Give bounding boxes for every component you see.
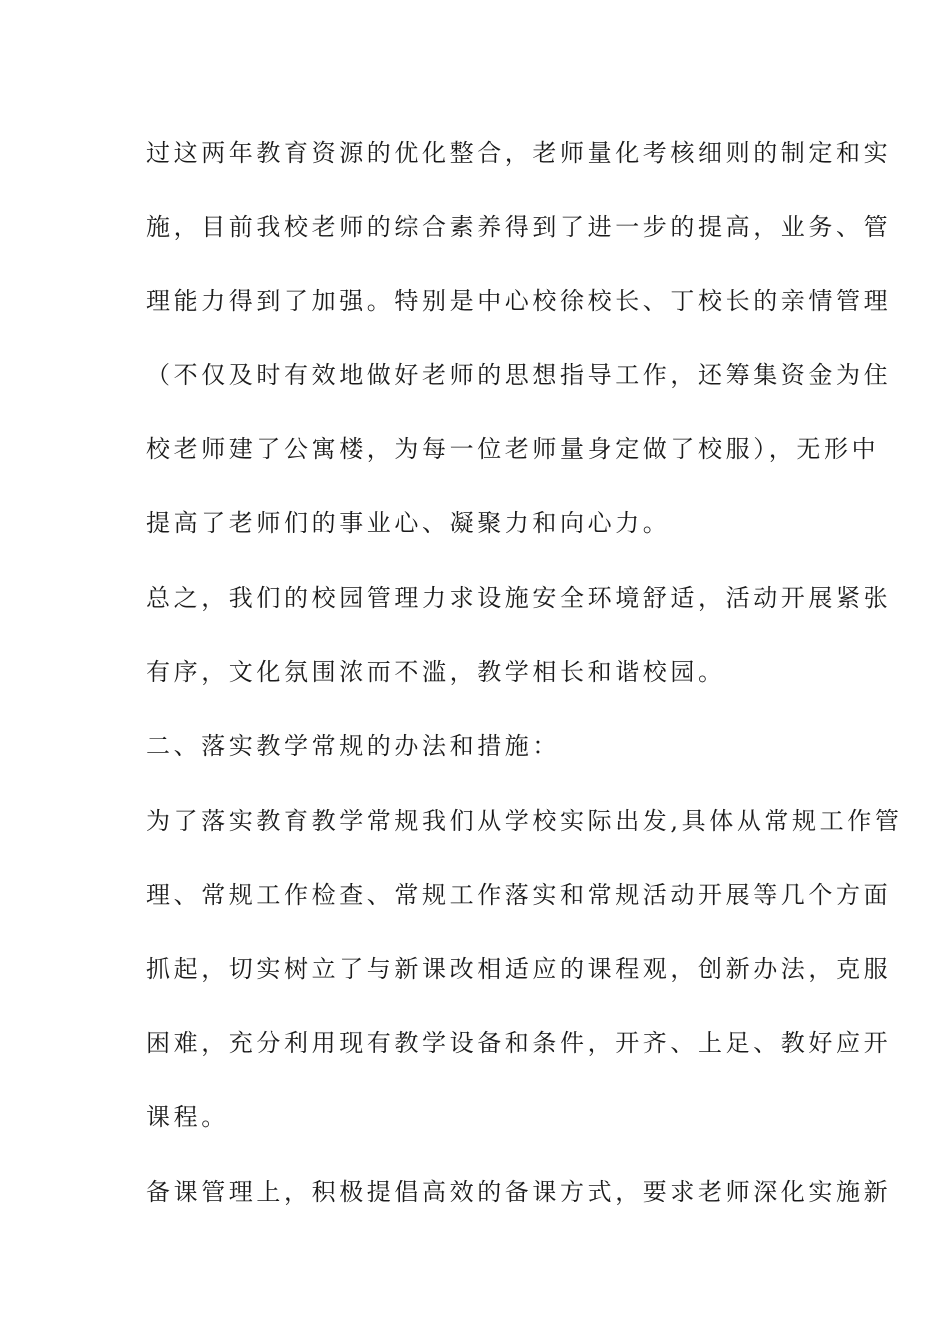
text-line-12: 抓起，切实树立了与新课改相适应的课程观，创新办法，克服: [146, 955, 892, 983]
section-heading: 二、落实教学常规的办法和措施：: [146, 732, 560, 760]
text-line-15: 备课管理上，积极提倡高效的备课方式，要求老师深化实施新: [146, 1178, 892, 1206]
text-line-7: 总之，我们的校园管理力求设施安全环境舒适，活动开展紧张: [146, 584, 892, 612]
text-line-6: 提高了老师们的事业心、凝聚力和向心力。: [146, 509, 671, 537]
text-line-13: 困难，充分利用现有教学设备和条件，开齐、上足、教好应开: [146, 1029, 892, 1057]
text-line-5: 校老师建了公寓楼，为每一位老师量身定做了校服），无形中: [146, 435, 880, 463]
text-line-8: 有序，文化氛围浓而不滥，教学相长和谐校园。: [146, 658, 726, 686]
text-line-14: 课程。: [146, 1103, 229, 1131]
text-line-10: 为了落实教育教学常规我们从学校实际出发,具体从常规工作管: [146, 807, 903, 835]
text-line-3: 理能力得到了加强。特别是中心校徐校长、丁校长的亲情管理: [146, 287, 892, 315]
text-line-4: （不仅及时有效地做好老师的思想指导工作，还筹集资金为住: [146, 361, 892, 389]
text-line-2: 施，目前我校老师的综合素养得到了进一步的提高，业务、管: [146, 213, 892, 241]
text-line-1: 过这两年教育资源的优化整合，老师量化考核细则的制定和实: [146, 139, 892, 167]
text-line-11: 理、常规工作检查、常规工作落实和常规活动开展等几个方面: [146, 881, 892, 909]
